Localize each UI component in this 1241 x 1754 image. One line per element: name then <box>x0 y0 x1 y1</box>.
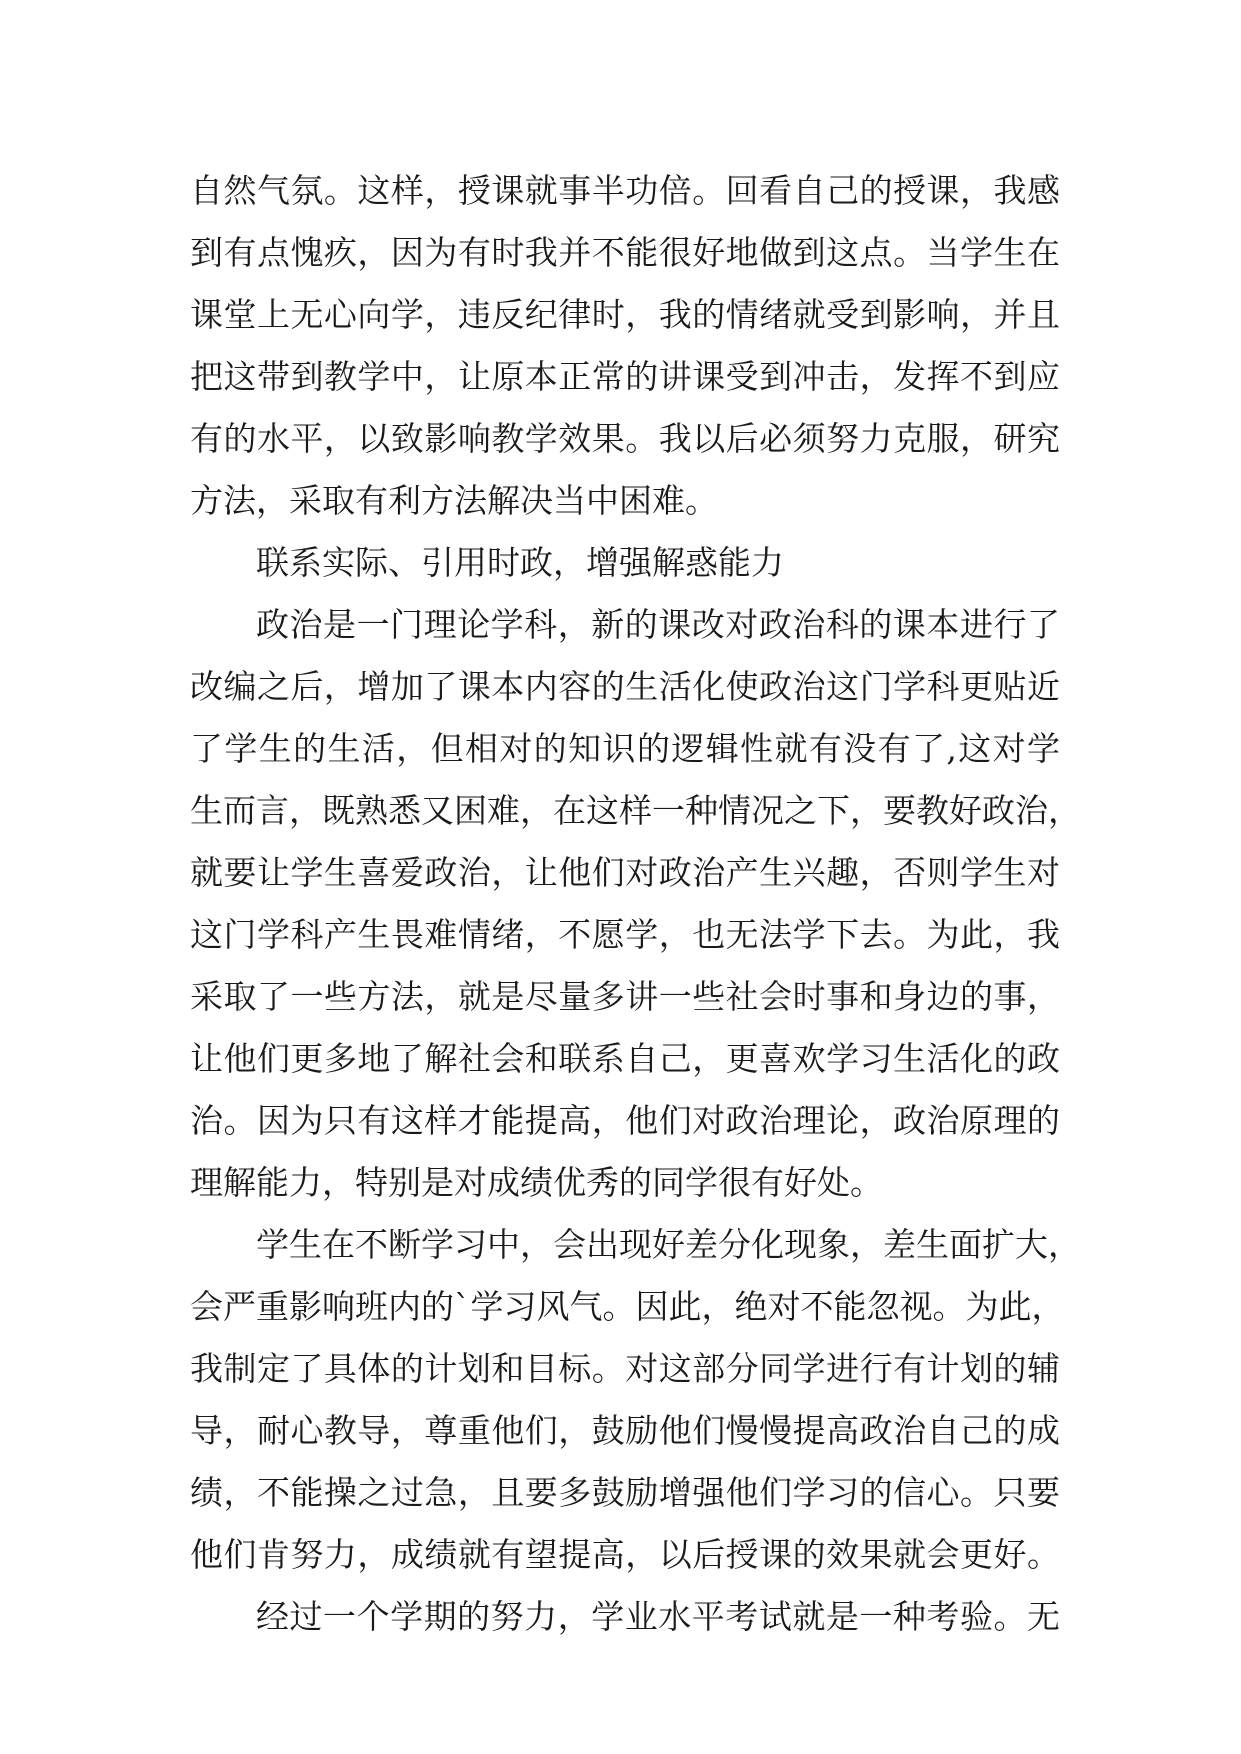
text-line: 把这带到教学中，让原本正常的讲课受到冲击，发挥不到应 <box>190 357 1060 396</box>
text-line: 这门学科产生畏难情绪，不愿学，也无法学下去。为此，我 <box>190 915 1060 954</box>
section-heading: 联系实际、引用时政，增强解惑能力 <box>256 543 784 582</box>
text-line: 有的水平，以致影响教学效果。我以后必须努力克服，研究 <box>190 419 1060 458</box>
paragraph-start-line: 学生在不断学习中，会出现好差分化现象，差生面扩大， <box>256 1225 1081 1264</box>
text-line: 改编之后，增加了课本内容的生活化使政治这门学科更贴近 <box>190 667 1060 706</box>
paragraph-start-line: 经过一个学期的努力，学业水平考试就是一种考验。无 <box>256 1597 1060 1636</box>
paragraph-start-line: 政治是一门理论学科，新的课改对政治科的课本进行了 <box>256 605 1060 644</box>
text-line: 自然气氛。这样，授课就事半功倍。回看自己的授课，我感 <box>190 171 1060 210</box>
text-line: 导，耐心教导，尊重他们，鼓励他们慢慢提高政治自己的成 <box>190 1411 1060 1450</box>
text-line: 到有点愧疚，因为有时我并不能很好地做到这点。当学生在 <box>190 233 1060 272</box>
text-line: 课堂上无心向学，违反纪律时，我的情绪就受到影响，并且 <box>190 295 1060 334</box>
text-line: 方法，采取有利方法解决当中困难。 <box>190 481 718 520</box>
text-line: 我制定了具体的计划和目标。对这部分同学进行有计划的辅 <box>190 1349 1060 1388</box>
text-line: 理解能力，特别是对成绩优秀的同学很有好处。 <box>190 1163 883 1202</box>
text-line: 让他们更多地了解社会和联系自己，更喜欢学习生活化的政 <box>190 1039 1060 1078</box>
text-line: 绩，不能操之过急，且要多鼓励增强他们学习的信心。只要 <box>190 1473 1060 1512</box>
text-line: 就要让学生喜爱政治，让他们对政治产生兴趣，否则学生对 <box>190 853 1060 892</box>
text-line: 了学生的生活，但相对的知识的逻辑性就有没有了,这对学 <box>190 729 1060 768</box>
body-text <box>190 160 1081 1648</box>
text-line: 采取了一些方法，就是尽量多讲一些社会时事和身边的事， <box>190 977 1060 1016</box>
text-line: 治。因为只有这样才能提高，他们对政治理论，政治原理的 <box>190 1101 1060 1140</box>
text-line: 他们肯努力，成绩就有望提高，以后授课的效果就会更好。 <box>190 1535 1060 1574</box>
text-line: 生而言，既熟悉又困难，在这样一种情况之下，要教好政治， <box>190 791 1081 830</box>
text-line: 会严重影响班内的`学习风气。因此，绝对不能忽视。为此， <box>190 1287 1065 1326</box>
